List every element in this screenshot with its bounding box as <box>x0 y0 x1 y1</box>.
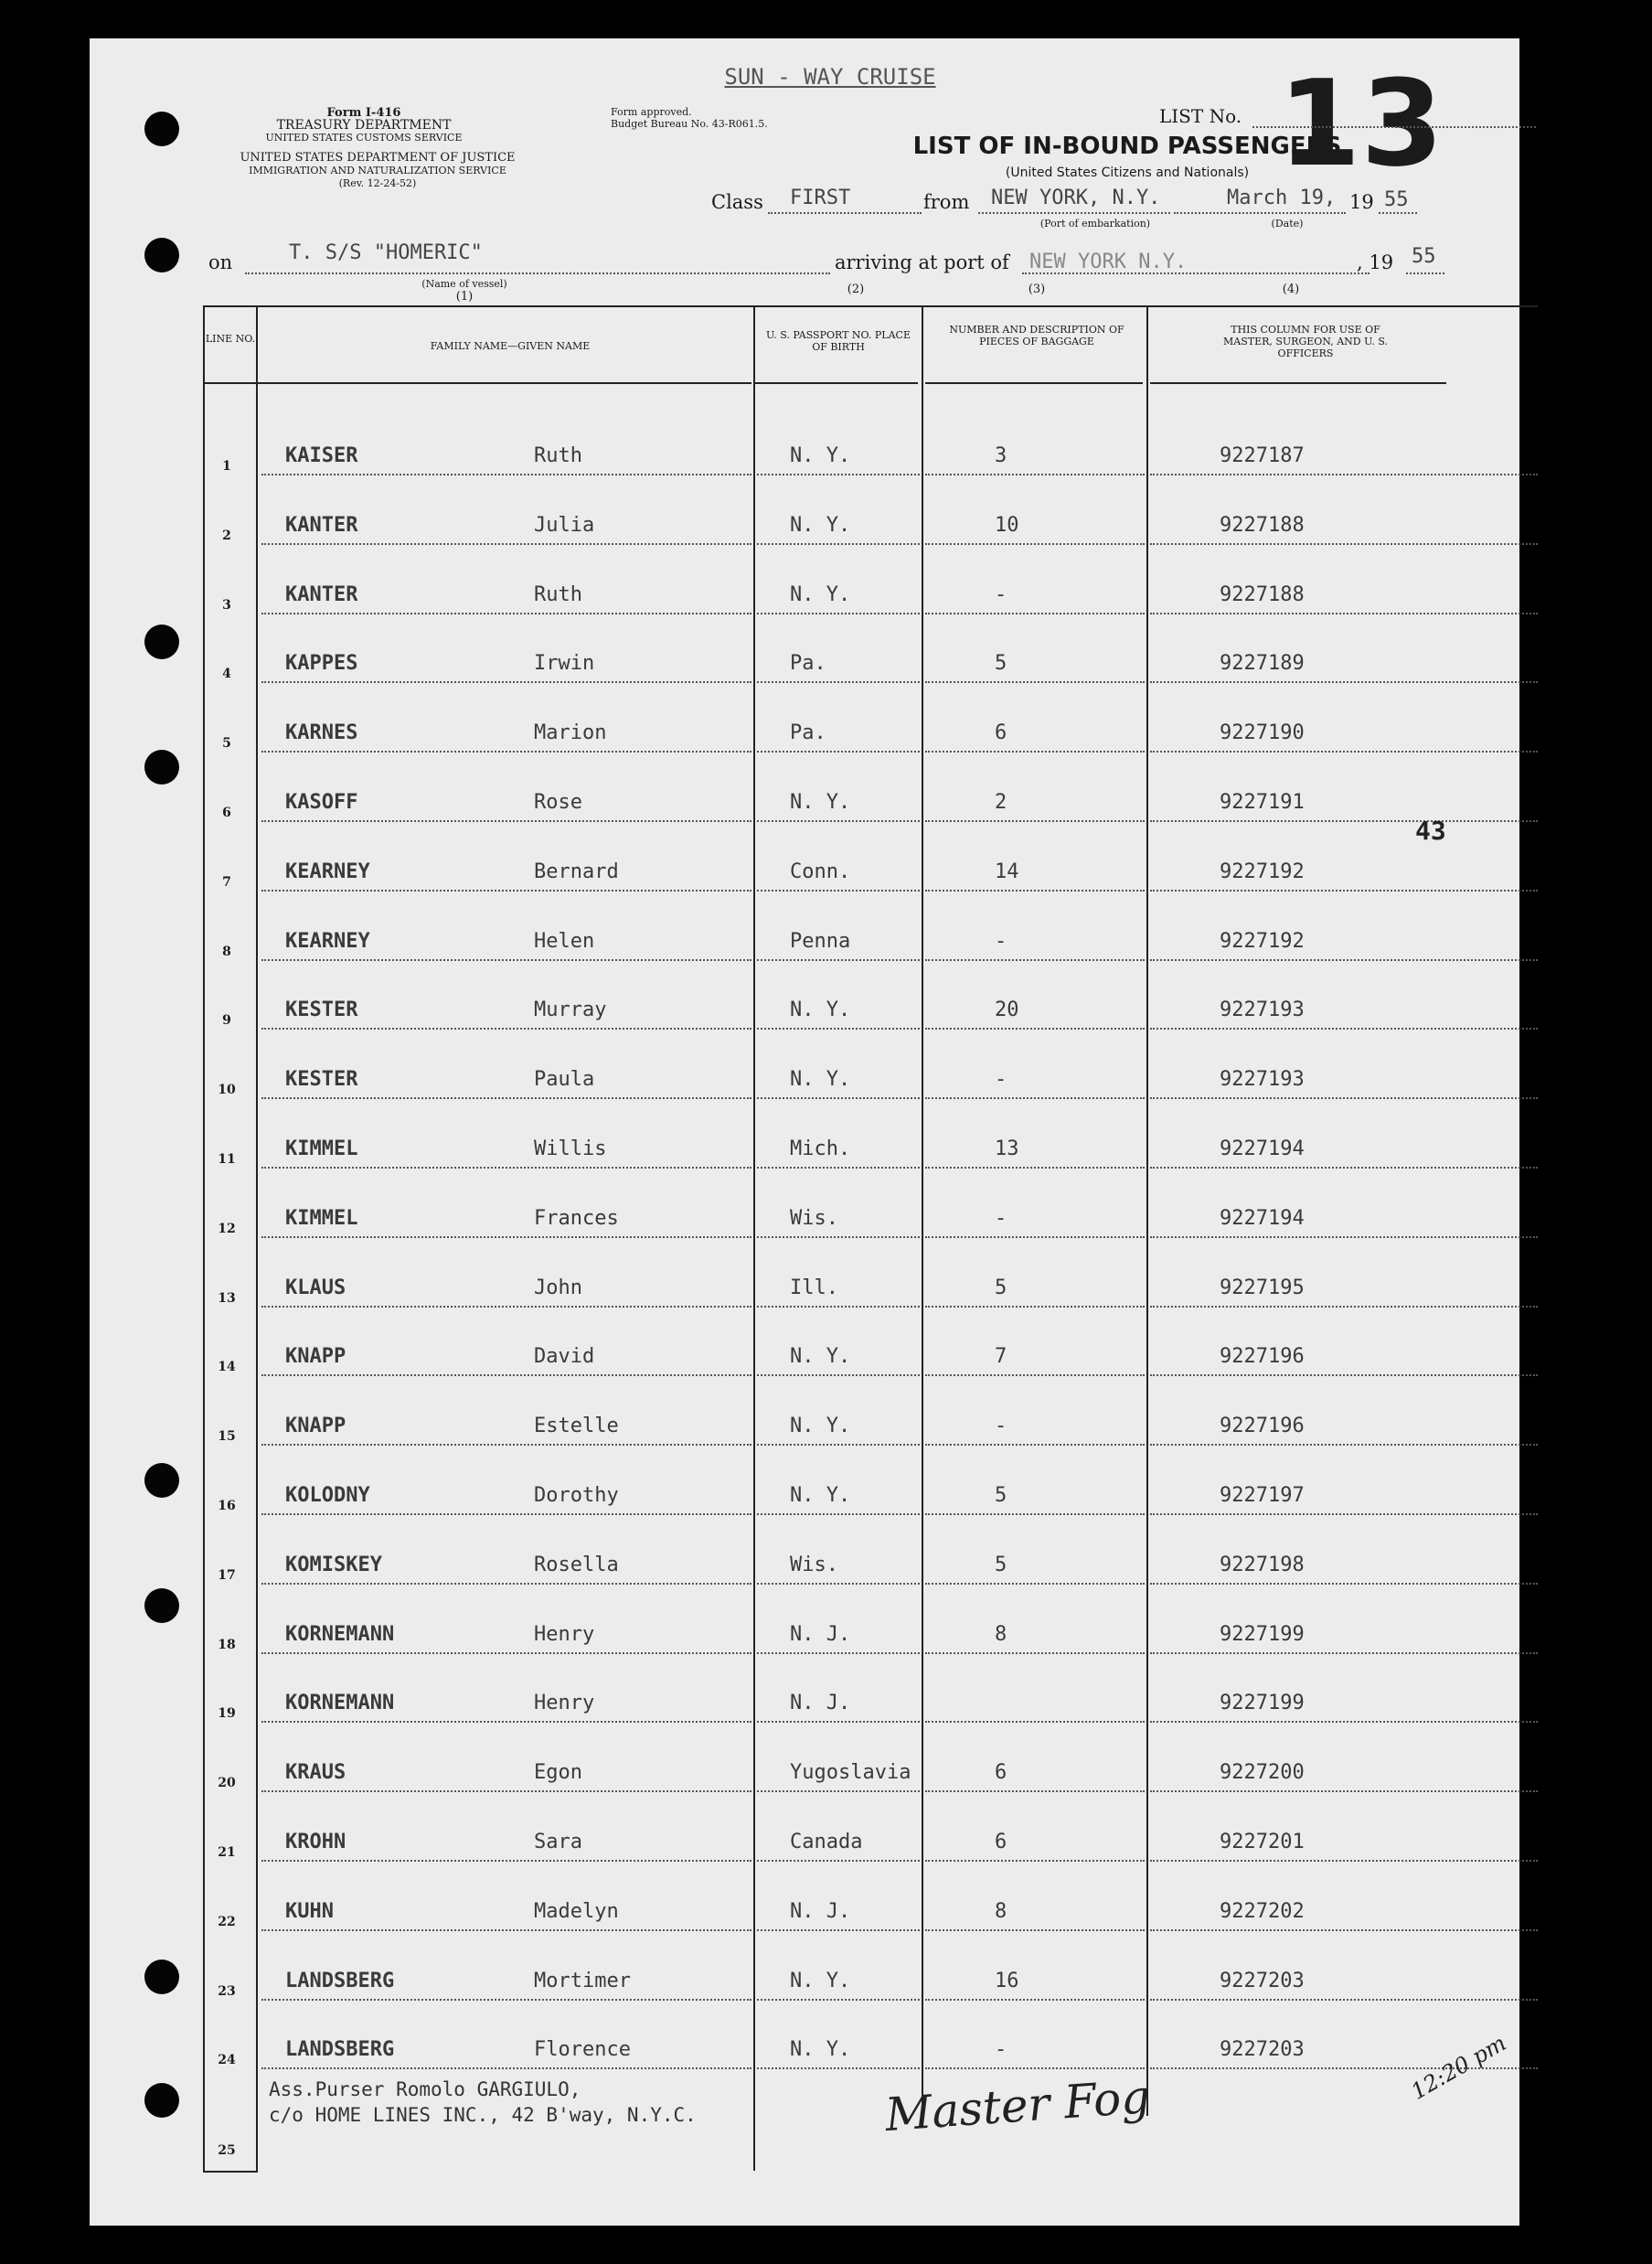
list-number: 13 <box>1278 54 1444 193</box>
baggage-count: - <box>995 582 1007 606</box>
family-name: KROHN <box>285 1831 346 1853</box>
officer-number: 9227202 <box>1220 1899 1305 1923</box>
line-number: 24 <box>218 2053 236 2068</box>
passport-column-divider <box>922 305 923 2116</box>
given-name: Estelle <box>534 1415 619 1438</box>
officer-number: 9227198 <box>1220 1553 1305 1576</box>
place-of-birth: Ill. <box>790 1276 838 1299</box>
list-label: LIST No. <box>1159 105 1242 127</box>
place-of-birth: N. Y. <box>790 1345 851 1369</box>
family-name: KOMISKEY <box>285 1553 382 1576</box>
arrival-year: 55 <box>1412 245 1436 268</box>
baggage-count: 2 <box>995 791 1007 814</box>
place-of-birth: Wis. <box>790 1553 838 1576</box>
immigration-service: IMMIGRATION AND NATURALIZATION SERVICE <box>249 165 506 176</box>
place-of-birth: N. Y. <box>790 1969 851 1992</box>
baggage-count: - <box>995 1068 1007 1092</box>
given-name: Mortimer <box>534 1969 631 1992</box>
given-name: Helen <box>534 929 595 953</box>
purser-name: Ass.Purser Romolo GARGIULO, <box>269 2078 581 2100</box>
line-number: 18 <box>218 1637 236 1652</box>
given-name: Rosella <box>534 1553 619 1576</box>
baggage-count: - <box>995 929 1007 953</box>
family-name: KIMMEL <box>285 1137 358 1160</box>
table-bottom-border <box>203 2171 258 2173</box>
punch-hole <box>144 112 179 146</box>
column-number-2: (2) <box>847 283 865 296</box>
family-name: KAPPES <box>285 652 358 676</box>
header-bottom-officers <box>1150 382 1446 384</box>
place-of-birth: Pa. <box>790 652 826 676</box>
given-name: Frances <box>534 1206 619 1230</box>
family-name: KESTER <box>285 1068 358 1092</box>
place-of-birth: Canada <box>790 1831 863 1853</box>
given-name: Henry <box>534 1692 595 1715</box>
officer-number: 9227191 <box>1220 791 1305 814</box>
class-value: FIRST <box>790 187 851 209</box>
line-number: 11 <box>218 1152 236 1167</box>
page-subtitle: (United States Citizens and Nationals) <box>1005 166 1250 180</box>
family-name: KEARNEY <box>285 860 370 883</box>
given-name: Marion <box>534 721 607 745</box>
shipping-agent: c/o HOME LINES INC., 42 B'way, N.Y.C. <box>269 2104 697 2126</box>
given-name: Bernard <box>534 860 619 883</box>
family-name: KRAUS <box>285 1761 346 1785</box>
cruise-name: SUN - WAY CRUISE <box>724 64 936 90</box>
line-number: 19 <box>218 1706 236 1722</box>
line-number: 17 <box>218 1567 236 1583</box>
punch-hole <box>144 1960 179 1994</box>
punch-hole <box>144 750 179 785</box>
embark-date: March 19, <box>1227 187 1337 209</box>
document-page <box>90 38 1519 2226</box>
place-of-birth: N. Y. <box>790 582 851 606</box>
year-prefix: 19 <box>1349 191 1374 213</box>
family-name: LANDSBERG <box>285 1969 395 1992</box>
place-of-birth: N. Y. <box>790 2038 851 2062</box>
master-signature: Master Fog <box>883 2069 1152 2142</box>
line-number: 14 <box>218 1360 236 1375</box>
customs-service: UNITED STATES CUSTOMS SERVICE <box>265 132 463 144</box>
officer-number: 9227193 <box>1220 1068 1305 1092</box>
table-top-border <box>203 305 1538 307</box>
officer-number: 9227193 <box>1220 999 1305 1022</box>
officer-number: 9227195 <box>1220 1276 1305 1299</box>
vessel-caption: (Name of vessel) <box>421 278 507 290</box>
baggage-count: 6 <box>995 721 1007 745</box>
given-name: Murray <box>534 999 607 1022</box>
line-number: 15 <box>218 1429 236 1445</box>
line-no-header: LINE NO. <box>205 333 256 345</box>
given-name: Julia <box>534 513 595 537</box>
place-of-birth: Mich. <box>790 1137 851 1160</box>
place-of-birth: N. Y. <box>790 1068 851 1092</box>
officer-number: 9227190 <box>1220 721 1305 745</box>
family-name: KOLODNY <box>285 1484 370 1507</box>
arriving-label: arriving at port of <box>835 251 1009 273</box>
name-column-divider <box>753 305 755 2171</box>
place-of-birth: Conn. <box>790 860 851 883</box>
baggage-count: 16 <box>995 1969 1019 1992</box>
line-number: 22 <box>218 1914 236 1929</box>
line-number: 10 <box>218 1083 236 1098</box>
family-name: KANTER <box>285 582 358 606</box>
punch-hole <box>144 1463 179 1498</box>
place-of-birth: N. Y. <box>790 1484 851 1507</box>
line-number: 20 <box>218 1776 236 1791</box>
line-number: 7 <box>222 874 231 890</box>
given-name: Sara <box>534 1831 582 1853</box>
punch-hole <box>144 238 179 272</box>
punch-hole <box>144 1588 179 1623</box>
officer-number: 9227188 <box>1220 582 1305 606</box>
line-number: 8 <box>222 944 231 959</box>
place-of-birth: N. Y. <box>790 791 851 814</box>
baggage-count: 6 <box>995 1761 1007 1785</box>
family-name: KASOFF <box>285 791 358 814</box>
family-name: KAISER <box>285 444 358 467</box>
baggage-column-header: NUMBER AND DESCRIPTION OF PIECES OF BAGGAGE <box>949 324 1124 347</box>
side-note: 43 <box>1415 816 1446 846</box>
officer-number: 9227192 <box>1220 860 1305 883</box>
family-name: KANTER <box>285 513 358 537</box>
baggage-count: 5 <box>995 1276 1007 1299</box>
given-name: Willis <box>534 1137 607 1160</box>
time-note: 12:20 pm <box>1406 2030 1511 2105</box>
officer-number: 9227192 <box>1220 929 1305 953</box>
family-name: KORNEMANN <box>285 1622 395 1646</box>
column-number-3: (3) <box>1028 283 1046 296</box>
arrival-port: NEW YORK N.Y. <box>1029 251 1188 273</box>
line-number: 9 <box>222 1013 231 1029</box>
given-name: Florence <box>534 2038 631 2062</box>
place-of-birth: Pa. <box>790 721 826 745</box>
from-port: NEW YORK, N.Y. <box>991 187 1161 209</box>
family-name: LANDSBERG <box>285 2038 395 2062</box>
baggage-count: 14 <box>995 860 1019 883</box>
baggage-count: 7 <box>995 1345 1007 1369</box>
line-number: 3 <box>222 597 231 613</box>
officer-number: 9227199 <box>1220 1622 1305 1646</box>
given-name: Paula <box>534 1068 595 1092</box>
place-of-birth: N. Y. <box>790 444 851 467</box>
punch-hole <box>144 625 179 659</box>
officer-number: 9227188 <box>1220 513 1305 537</box>
baggage-count: 5 <box>995 652 1007 676</box>
date-caption: (Date) <box>1271 218 1304 230</box>
baggage-count: - <box>995 2038 1007 2062</box>
budget-bureau-number: Budget Bureau No. 43-R061.5. <box>611 118 768 130</box>
family-name: KARNES <box>285 721 358 745</box>
class-label: Class <box>711 191 763 213</box>
officer-number: 9227187 <box>1220 444 1305 467</box>
place-of-birth: N. J. <box>790 1692 851 1715</box>
given-name: David <box>534 1345 595 1369</box>
baggage-count: 8 <box>995 1899 1007 1923</box>
given-name: Ruth <box>534 444 582 467</box>
line-number: 13 <box>218 1290 236 1306</box>
year2-prefix: , 19 <box>1357 251 1394 273</box>
punch-hole <box>144 2083 179 2118</box>
baggage-count: 3 <box>995 444 1007 467</box>
port-embarkation-caption: (Port of embarkation) <box>1039 218 1151 230</box>
family-name: KIMMEL <box>285 1206 358 1230</box>
form-approved: Form approved. <box>611 106 692 118</box>
header-bottom-left <box>203 382 751 384</box>
officer-number: 9227194 <box>1220 1206 1305 1230</box>
column-number-4: (4) <box>1282 283 1300 296</box>
treasury-department: TREASURY DEPARTMENT <box>276 118 452 133</box>
officers-column-header: THIS COLUMN FOR USE OF MASTER, SURGEON, AND U. S. OFFICERS <box>1222 324 1388 359</box>
table-left-border <box>203 305 205 2171</box>
on-label: on <box>208 251 233 273</box>
baggage-count: 5 <box>995 1484 1007 1507</box>
given-name: Rose <box>534 791 582 814</box>
form-number: Form I-416 <box>326 106 401 120</box>
given-name: Madelyn <box>534 1899 619 1923</box>
officer-number: 9227200 <box>1220 1761 1305 1785</box>
line-number: 16 <box>218 1499 236 1513</box>
place-of-birth: N. J. <box>790 1899 851 1923</box>
justice-department: UNITED STATES DEPARTMENT OF JUSTICE <box>240 151 516 165</box>
header-bottom-baggage <box>925 382 1143 384</box>
line-number: 25 <box>218 2143 236 2158</box>
given-name: Ruth <box>534 582 582 606</box>
baggage-count: 6 <box>995 1831 1007 1853</box>
embark-year: 55 <box>1384 188 1409 211</box>
line-column-divider <box>256 305 258 2171</box>
line-number: 21 <box>218 1845 236 1860</box>
page-title: LIST OF IN-BOUND PASSENGERS <box>912 133 1342 160</box>
baggage-count: 13 <box>995 1137 1019 1160</box>
family-name: KUHN <box>285 1899 334 1923</box>
officer-number: 9227189 <box>1220 652 1305 676</box>
baggage-column-divider <box>1146 305 1148 2116</box>
line-number: 2 <box>222 528 231 543</box>
place-of-birth: N. Y. <box>790 513 851 537</box>
officer-number: 9227196 <box>1220 1345 1305 1369</box>
family-name: KNAPP <box>285 1345 346 1369</box>
officer-number: 9227196 <box>1220 1415 1305 1438</box>
line-number: 6 <box>222 806 231 820</box>
place-of-birth: Yugoslavia <box>790 1761 911 1785</box>
baggage-count: - <box>995 1415 1007 1438</box>
baggage-count: - <box>995 1206 1007 1230</box>
officer-number: 9227199 <box>1220 1692 1305 1715</box>
officer-number: 9227194 <box>1220 1137 1305 1160</box>
family-name: KEARNEY <box>285 929 370 953</box>
baggage-count: 10 <box>995 513 1019 537</box>
passport-column-header: U. S. PASSPORT NO. PLACE OF BIRTH <box>765 329 911 353</box>
line-number: 12 <box>218 1221 236 1236</box>
officer-number: 9227203 <box>1220 1969 1305 1992</box>
baggage-count: 8 <box>995 1622 1007 1646</box>
given-name: John <box>534 1276 582 1299</box>
line-number: 1 <box>222 459 231 474</box>
baggage-count: 20 <box>995 999 1019 1022</box>
line-number: 4 <box>222 667 231 682</box>
line-number: 23 <box>218 1983 236 1999</box>
place-of-birth: Wis. <box>790 1206 838 1230</box>
officer-number: 9227201 <box>1220 1831 1305 1853</box>
officer-number: 9227197 <box>1220 1484 1305 1507</box>
header-bottom-passport <box>755 382 918 384</box>
line-number: 5 <box>222 736 231 752</box>
form-revision: (Rev. 12-24-52) <box>338 177 417 189</box>
place-of-birth: N. Y. <box>790 999 851 1022</box>
given-name: Egon <box>534 1761 582 1785</box>
place-of-birth: Penna <box>790 929 851 953</box>
family-name: KNAPP <box>285 1415 346 1438</box>
family-name: KLAUS <box>285 1276 346 1299</box>
baggage-count: 5 <box>995 1553 1007 1576</box>
place-of-birth: N. Y. <box>790 1415 851 1438</box>
given-name: Henry <box>534 1622 595 1646</box>
family-name: KORNEMANN <box>285 1692 395 1715</box>
family-name: KESTER <box>285 999 358 1022</box>
officer-number: 9227203 <box>1220 2038 1305 2062</box>
given-name: Irwin <box>534 652 595 676</box>
column-number-1: (1) <box>455 290 474 304</box>
given-name: Dorothy <box>534 1484 619 1507</box>
vessel-name: T. S/S "HOMERIC" <box>289 241 483 264</box>
from-label: from <box>923 191 970 213</box>
place-of-birth: N. J. <box>790 1622 851 1646</box>
name-column-header: FAMILY NAME—GIVEN NAME <box>430 340 591 352</box>
